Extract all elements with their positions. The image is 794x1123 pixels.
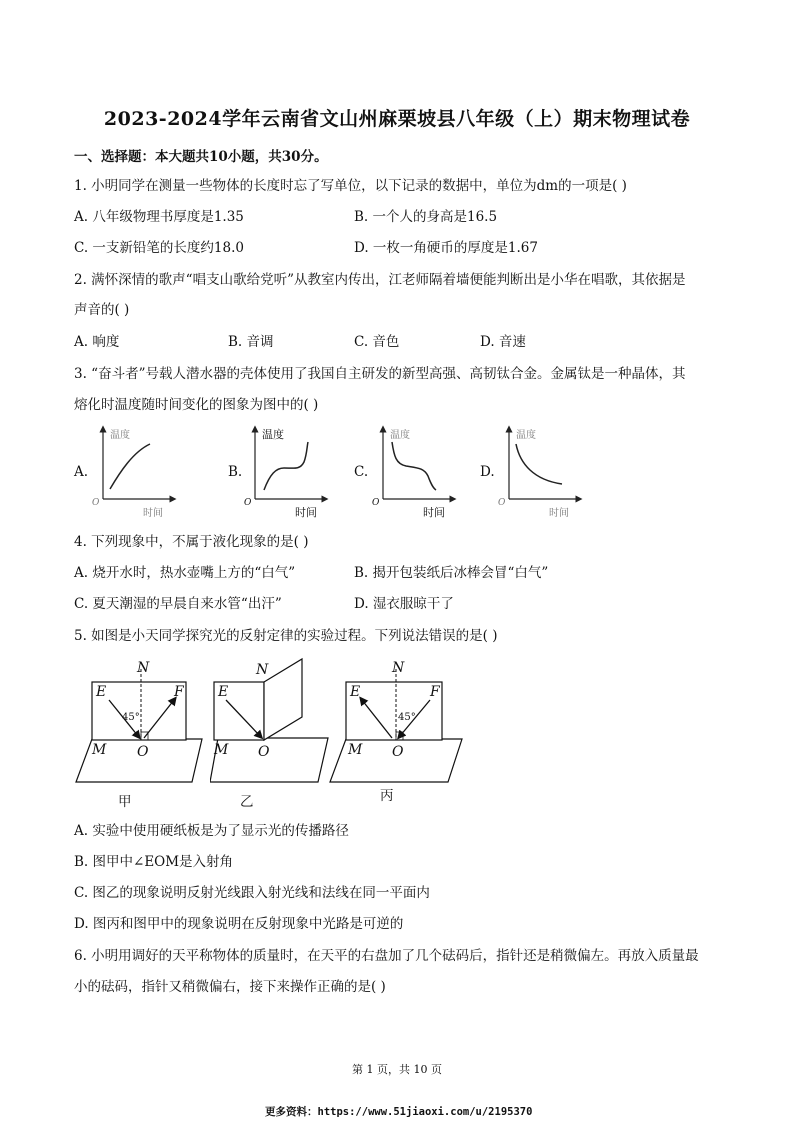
question-3-option-d: D.	[480, 464, 495, 480]
figure-jia-f: F	[174, 684, 184, 700]
graph-c-xlabel: 时间	[423, 506, 445, 519]
graph-d	[494, 424, 584, 519]
question-3-option-b: B.	[228, 464, 243, 480]
question-2-option-c: C. 音色	[354, 334, 400, 350]
question-6-stem-line1: 6. 小明用调好的天平称物体的质量时，在天平的右盘加了几个砝码后，指针还是稍微偏左。再放入质量最	[74, 948, 699, 964]
question-1-option-b: B. 一个人的身高是16.5	[354, 209, 498, 225]
graph-d-xlabel: 时间	[549, 508, 569, 519]
figure-bing	[328, 660, 468, 804]
graph-b-xlabel: 时间	[295, 506, 317, 519]
figure-bing-f: F	[430, 684, 440, 700]
figure-bing-m: M	[348, 742, 363, 758]
graph-c-origin: O	[372, 498, 380, 508]
question-4-option-c: C. 夏天潮湿的早晨自来水管“出汗”	[74, 596, 282, 612]
figure-yi-caption: 乙	[240, 794, 254, 810]
question-4-option-a: A. 烧开水时，热水壶嘴上方的“白气”	[74, 565, 296, 581]
question-2-stem-line1: 2. 满怀深情的歌声“唱支山歌给党听”从教室内传出，江老师隔着墙便能判断出是小华在唱歌，其依据是	[74, 272, 686, 288]
question-3-option-c: C.	[354, 464, 369, 480]
figure-yi-e: E	[218, 684, 229, 700]
figure-jia-e: E	[96, 684, 107, 700]
figure-bing-o: O	[392, 744, 404, 760]
question-1-option-d: D. 一枚一角硬币的厚度是1.67	[354, 240, 538, 256]
question-1-option-a: A. 八年级物理书厚度是1.35	[74, 209, 244, 225]
figure-jia-caption: 甲	[118, 794, 132, 810]
figure-yi-o: O	[258, 744, 270, 760]
figure-yi-m: M	[214, 742, 229, 758]
question-5-option-c: C. 图乙的现象说明反射光线跟入射光线和法线在同一平面内	[74, 885, 430, 901]
graph-a-origin: O	[92, 498, 100, 508]
question-3-stem-line2: 熔化时温度随时间变化的图象为图中的( )	[74, 397, 319, 413]
graph-d-origin: O	[498, 498, 506, 508]
graph-d-ylabel: 温度	[516, 430, 536, 441]
question-2-option-b: B. 音调	[228, 334, 274, 350]
more-resources-link[interactable]: 更多资料：https://www.51jiaoxi.com/u/2195370	[265, 1106, 533, 1118]
exam-title: 2023-2024学年云南省文山州麻栗坡县八年级（上）期末物理试卷	[103, 108, 691, 130]
question-1-stem: 1. 小明同学在测量一些物体的长度时忘了写单位，以下记录的数据中，单位为dm的一项是( )	[74, 178, 627, 194]
question-6-stem-line2: 小的砝码，指针又稍微偏右，接下来操作正确的是( )	[74, 979, 386, 995]
figure-bing-n: N	[392, 660, 405, 676]
figure-jia-m: M	[92, 742, 107, 758]
figure-bing-caption: 丙	[380, 788, 394, 804]
graph-b-ylabel: 温度	[262, 428, 284, 441]
graph-c	[368, 424, 458, 519]
figure-bing-angle: 45°	[398, 712, 416, 723]
question-5-option-b: B. 图甲中∠EOM是入射角	[74, 854, 234, 870]
graph-c-ylabel: 温度	[390, 430, 410, 441]
question-2-option-a: A. 响度	[74, 334, 120, 350]
question-1-option-c: C. 一支新铅笔的长度约18.0	[74, 240, 244, 256]
question-3-option-a: A.	[74, 464, 89, 480]
graph-a-xlabel: 时间	[143, 508, 163, 519]
figure-jia-angle: 45°	[122, 712, 140, 723]
section-heading: 一、选择题：本大题共10小题，共30分。	[74, 149, 328, 165]
figure-jia-o: O	[137, 744, 149, 760]
question-5-stem: 5. 如图是小天同学探究光的反射定律的实验过程。下列说法错误的是( )	[74, 628, 498, 644]
question-5-option-a: A. 实验中使用硬纸板是为了显示光的传播路径	[74, 823, 349, 839]
question-3-stem-line1: 3. “奋斗者”号载人潜水器的壳体使用了我国自主研发的新型高强、高韧钛合金。金属钛是一种晶体，其	[74, 366, 686, 382]
page-footer: 第 1 页，共 10 页	[352, 1063, 442, 1076]
figure-yi	[210, 654, 340, 810]
question-2-option-d: D. 音速	[480, 334, 526, 350]
graph-b	[240, 424, 330, 519]
figure-yi-n: N	[256, 662, 269, 678]
question-5-option-d: D. 图丙和图甲中的现象说明在反射现象中光路是可逆的	[74, 916, 404, 932]
figure-jia-n: N	[137, 660, 150, 676]
graph-a-ylabel: 温度	[110, 430, 130, 441]
figure-jia	[74, 660, 214, 810]
question-4-option-b: B. 揭开包装纸后冰棒会冒“白气”	[354, 565, 549, 581]
question-4-stem: 4. 下列现象中，不属于液化现象的是( )	[74, 534, 309, 550]
graph-b-origin: O	[244, 498, 252, 508]
figure-bing-e: E	[350, 684, 361, 700]
question-4-option-d: D. 湿衣服晾干了	[354, 596, 454, 612]
graph-a	[88, 424, 178, 519]
question-2-stem-line2: 声音的( )	[74, 302, 130, 318]
